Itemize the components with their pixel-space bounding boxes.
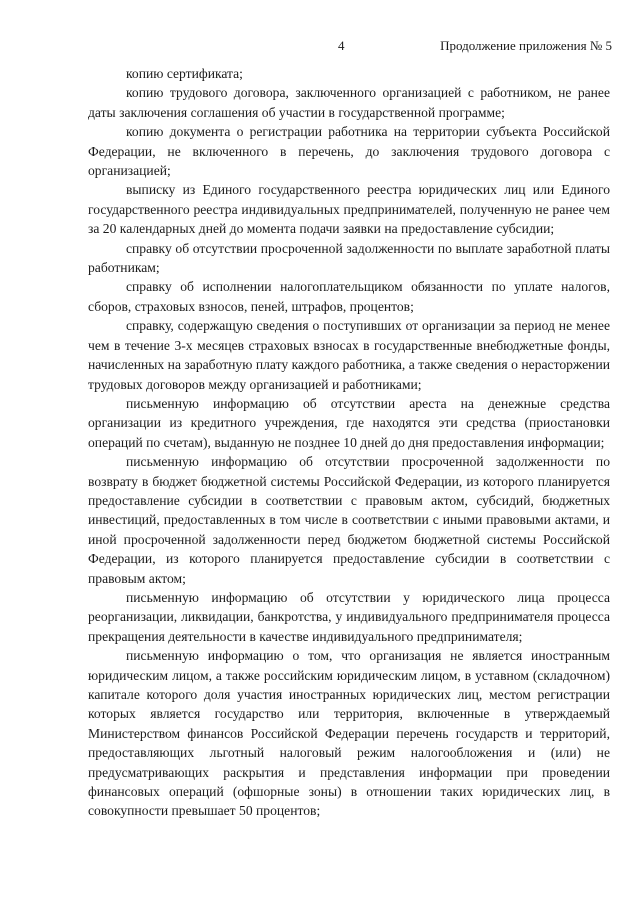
paragraph: письменную информацию об отсутствии просроченной задолженности по возврату в бюджет бюджетной системы Российской Федерации, из которого планируется предоставление субсидии в соответствии с правовым актом, субсидий, бюджетных инвестиций, предоставленных в том числе в соответствии с иными правовыми актами, и иной просроченной задолженности перед бюджетом бюджетной системы Российской Федерации, из которого планируется предоставление субсидии в соответствии с правовым актом; [88,454,610,586]
paragraph: выписку из Единого государственного реестра юридических лиц или Единого государственного реестра индивидуальных предпринимателей, полученную не ранее чем за 20 календарных дней до момента подачи заявки на предоставление субсидии; [88,182,610,237]
paragraph: письменную информацию об отсутствии ареста на денежные средства организации из кредитного учреждения, где находятся эти средства (приостановки операций по счетам), выданную не позднее 10 дней до дня предоставления информации; [88,395,610,450]
paragraph: копию трудового договора, заключенного организацией с работником, не ранее даты заключения соглашения об участии в государственной программе; [88,85,610,120]
document-body [88,64,610,821]
paragraph: копию сертификата; [126,66,243,81]
paragraph: письменную информацию о том, что организация не является иностранным юридическим лицом, а также российским юридическим лицом, в уставном (складочном) капитале которого доля участия иностранных юридических лиц, местом регистрации которых является государство или территория, включенные в утверждаемый Министерством финансов Российской Федерации перечень государств и территорий, предоставляющих льготный налоговый режим налогообложения и (или) не предусматривающих раскрытия и представления информации при проведении финансовых операций (офшорные зоны) в отношении таких юридических лиц, в совокупности превышает 50 процентов; [88,648,610,819]
paragraph: справку об отсутствии просроченной задолженности по выплате заработной платы работникам; [88,240,610,276]
appendix-label: Продолжение приложения № 5 [440,38,612,53]
paragraph: справку, содержащую сведения о поступивших от организации за период не менее чем в течение 3-х месяцев страховых взносах в государственные внебюджетные фонды, начисленных на заработную плату каждого работника, а также сведения о нерасторжении трудовых договоров между организацией и работниками; [88,318,610,392]
paragraph: справку об исполнении налогоплательщиком обязанности по уплате налогов, сборов, страховых взносов, пеней, штрафов, процентов; [88,279,610,314]
paragraph: письменную информацию об отсутствии у юридического лица процесса реорганизации, ликвидации, банкротства, у индивидуального предпринимателя процесса прекращения деятельности в качестве индивидуального предпринимателя; [88,589,610,644]
page-number: 4 [338,38,345,53]
paragraph: копию документа о регистрации работника на территории субъекта Российской Федерации, не включенного в перечень, до заключения трудового договора с организацией; [88,124,610,179]
